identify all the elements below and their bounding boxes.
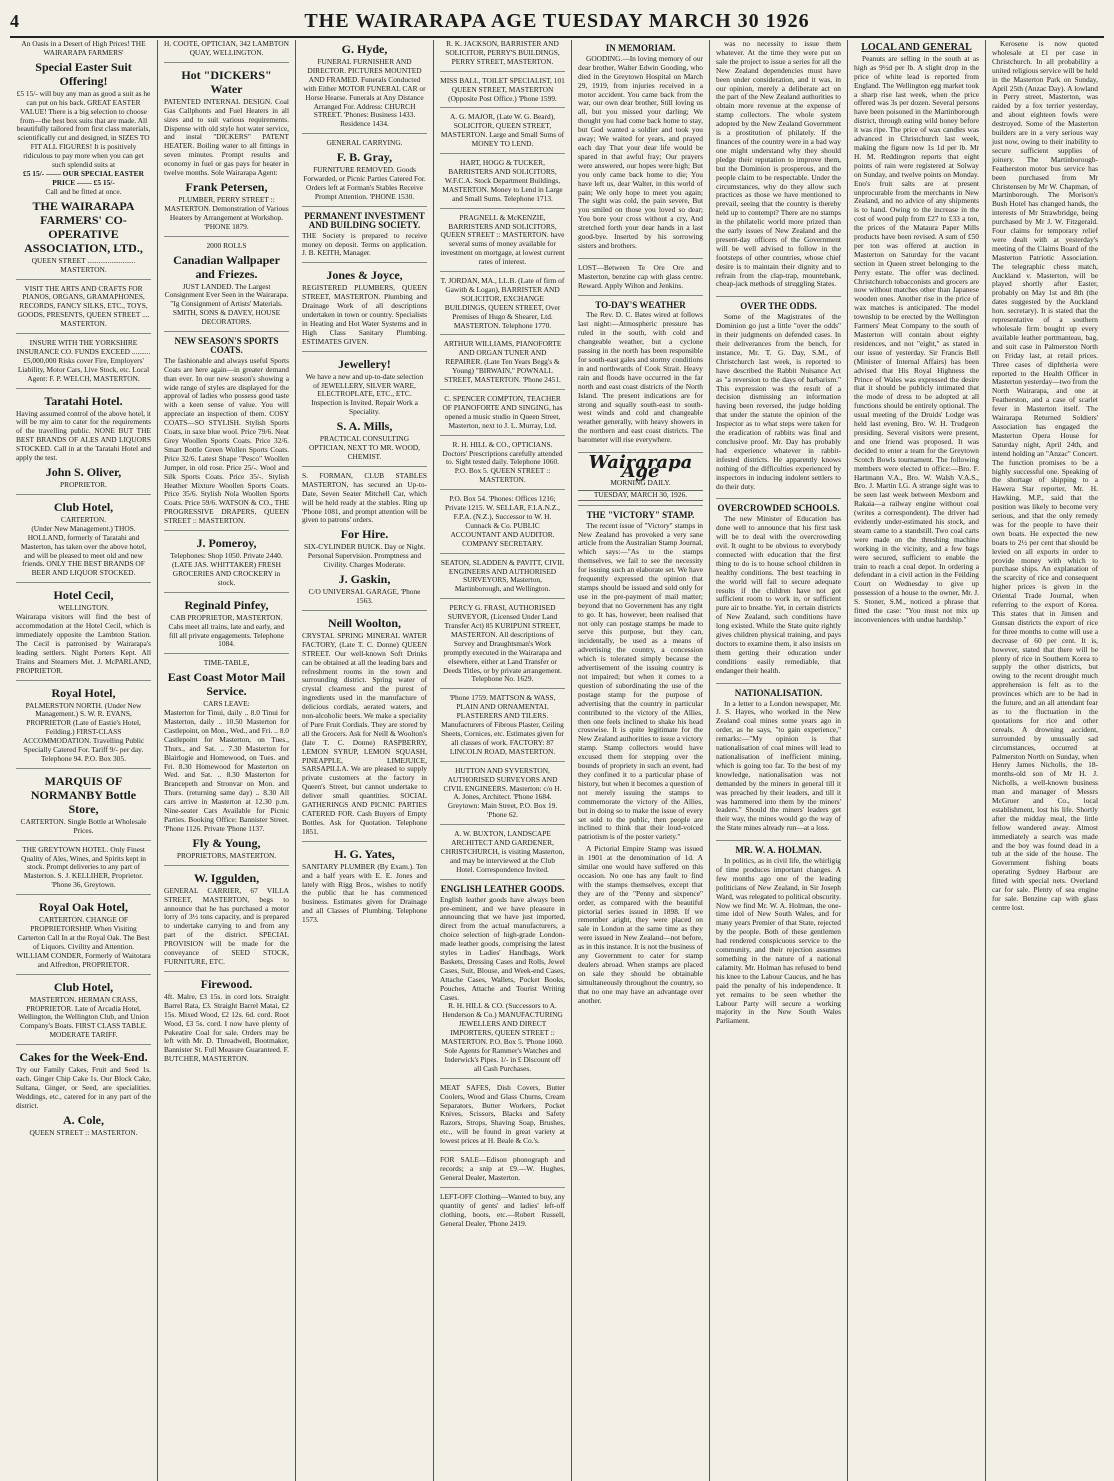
section-body-2: A Pictorial Empire Stamp was issued in 1901 at the denomination of 1d. A similar one would have suffered on this occasion. No one has any fault to find with the stamps themselves, except that they are of the "Penny and sixpence" order, as compared with the beautiful pictorial series issued in 1898. If we remember aright, they were placed on sale in London at the same time as they were issued in New Zealand—not before, as in this instance. It is not the business of any Government to cater for stamp dealers abroad. When stamps are placed on sale they should be obtainable simultaneously throughout the country, so that no one may have an advantage over another.	[578, 844, 703, 1005]
ad-title: Reginald Pinfey,	[184, 597, 269, 612]
ad-sub: CARS LEAVE:	[203, 699, 250, 709]
paper-name: Wairarapa Age	[588, 452, 693, 482]
ad-heading: GENERAL CARRYING.	[326, 138, 403, 148]
column-3	[296, 40, 434, 1481]
iggulden-ad	[164, 871, 289, 972]
column-8	[986, 40, 1104, 1481]
section-heading: OVER THE ODDS.	[740, 301, 817, 312]
ad-owner: A. Cole,	[63, 1112, 104, 1127]
ad-body: CAB PROPRIETOR, MASTERTON. Cabs meet all trains, late and early, and fill all private engagements. Telephone 1084.	[168, 612, 285, 649]
ad-body: Telephones: Shop 1050. Private 2440. (LATE JAS. WHITTAKER) FRESH GROCERIES AND CROCKERY in stock.	[170, 551, 283, 587]
ad-title: East Coast Motor Mail Service.	[167, 670, 286, 699]
local-and-general-continued	[992, 40, 1098, 920]
farmers-easter-ad	[16, 40, 151, 280]
ad-body: CARTERTON. CHANGE OF PROPRIETORSHIP. When Visiting Carterton Call In at the Royal Oak. The Best of Liquors. Civility and Attention. WILLIAM CONDER, Formerly of Waitotara and Alfredton, PROPRIETOR.	[16, 915, 151, 969]
jewellery-ad	[302, 357, 427, 467]
ad-title: MARQUIS OF NORMANBY Bottle Store,	[30, 773, 137, 816]
motor-mail-ad	[164, 659, 289, 865]
ad-body: JUST LANDED. The Largest Consignment Ever Seen in the Wairarapa. "Ig Consignment of Artists' Materials. SMITH, SONS & DAVEY, HOUSE DECORATORS.	[164, 281, 289, 327]
williams-ad: ARTHUR WILLIAMS, PIANOFORTE AND ORGAN TUNER AND REPAIRER. (Late Ten Years Begg's & Young) "BIRWAIN," POWNALL STREET, MASTERTON. 'Phone 2451.	[440, 340, 565, 390]
ad-heading: ENGLISH LEATHER GOODS.	[440, 883, 565, 894]
section-heading: TO-DAY'S WEATHER	[595, 299, 686, 310]
leather-goods-ad	[440, 885, 565, 1079]
ad-body: English leather goods have always been pre-eminent, and we have pleasure in announcing that we have just imported, direct from the actual manufacturers, a choice selection of high-grade London-made leather goods, comprising the latest styles in Ladies' Handbags, Work Baskets, Dressing Cases and Rolls, Jewel Cases, Suit, Blouse, and Week-end Cases, Attache Cases, Wallets, Pocket Books, Pouches, Attache and Tourist Writing Cases.	[440, 894, 565, 1002]
ad-intro: An Oasis in a Desert of High Prices! THE WAIRARAPA FARMERS'	[21, 40, 146, 57]
ad-address: QUEEN STREET :: MASTERTON.	[29, 1127, 138, 1137]
section-body: In a letter to a London newspaper, Mr. J. S. Hayes, who worked in the New Zealand coal mines some years ago in order, as he says, "to gain experience," remarks:—"My opinion is that nationalisation of coal mines will lead to nationalisation of inefficient mining, which is going too far. To the best of my knowledge, nationalisation was not demanded by the miners in general till it was preached by their leaders, and till it was hammered into them by the miners' leaders." Should the miners' leaders get their way, the mines would go the way of the State mines already run—at a loss.	[716, 698, 841, 833]
ad-title: Special Easter Suit Offering!	[35, 59, 132, 88]
hill-optician-ad: R. H. HILL & CO., OPTICIANS. Doctors' Prescriptions carefully attended to. Sight tested daily. Telephone 1060. P.O. Box 5. QUEEN STREET :: MASTERTON.	[440, 441, 565, 491]
meat-safes-ad: MEAT SAFES, Dish Covers, Butter Coolers, Wood and Glass Churns, Cream Separators, Butter Workers, Pocket Knives, Scissors, Blacks and Safety Razors, Strops, Shaving Soap, Brushes, etc., will be found in great variety at lowest prices at H. Beale & Co.'s.	[440, 1084, 565, 1151]
nationalisation	[716, 689, 841, 842]
overcrowded-schools	[716, 504, 841, 683]
local-and-general	[854, 44, 979, 632]
editorial-masthead	[578, 452, 703, 506]
ad-body: PATENTED INTERNAL DESIGN. Coal Gas Callphonts and Fuel Heaters in all sizes and to suit various requirements. Dispense with old style hot water service, and instal "DICKERS" PATENT HEATER. Boiling water to all fittings in seven minutes. Prompt results and economy in fuel or gas pays for heater in twelve months. Sole Wairarapa Agent:	[164, 96, 289, 178]
ad-body: FURNITURE REMOVED. Goods Forwarded, or Picnic Parties Catered For. Orders left at Forman's Stables Receive Prompt Attention. 'PHONE 1530.	[303, 165, 426, 201]
ad-firm: R. H. HILL & CO. (Successors to A. Henderson & Co.) MANUFACTURING JEWELLERS AND DIRECT IMPORTERS, QUEEN STREET :: MASTERTON. P.O. Box 5. 'Phone 1060. Sole Agents for Rammer's Watches and Inderwick's Pipes. 1/- in £ Discount off all Cash Purchases.	[441, 1001, 564, 1073]
club-hotel-carterton-ad	[16, 500, 151, 583]
royal-oak-hotel-ad	[16, 900, 151, 974]
ad-body: CRYSTAL SPRING MINERAL WATER FACTORY, (Late T. C. Donne) QUEEN STREET. Our well-known Soft Drinks can be obtained at all the leading bars and refreshment rooms in the town and surrounding district. Spring water of crystal clearness and the purest of ingredients used in the manufacture of delicious cordials, aerated waters, and non-alcoholic beers. We make a speciality of Pure Fruit Cordials. They are stored by all the Grocers. Ask for Neill & Woolton's (late T. C. Donne) RASPBERRY, LEMON SYRUP, LEMON SQUASH, PINEAPPLE, LIMEJUICE, SARSAPILLA. We are pleased to supply private customers at the factory in Queen's Street, but cannot undertake to deliver small quantities. SOCIAL GATHERINGS AND PICNIC PARTIES CATERED FOR. Cash Buyers of Empty Bottles. Ask for Quotation. Telephone 1851.	[302, 630, 427, 836]
section-body: Peanuts are selling in the south at as high as 9½d per lb. A slight drop in the price of white lead is reported from England. The Wellington egg market took a sharp rise last week, when the price offered was 3s per dozen. Several persons have been poisoned in the Martinborough district, through eating wild honey before it was ripe. The price of wax candles was advanced in Christchurch last week, making the figure now 1s 1d per lb. Mr H. M. Reddington reports that eight points of rain were registered at Solway on Sunday, and twelve points on Monday. Eno's fruit salts are at present unprocurable from the merchants in New Zealand, and no advice of any shipments is to hand. Owing to the increase in the cost of wood pulp from £27 to £33 a ton, the prices of the Mataura Paper Mills products have been revised. A sum of £50 per ton was offered at auction in Masterton on Saturday for the vacant section in Queen street belonging to the Perry estate. The offer was declined. Christchurch tobacconists and grocers are now without matches other than Japanese wooden ones. Another rise in the price of wax matches is anticipated. The model township to be erected by the Wellington Farmers' Meat Company to the south of Masterton will contain about eighty residences, and not "eight," as stated in our issue of yesterday. Sir Francis Bell (Minister of Internal Affairs) has been advised that His Royal Highness the Prince of Wales was expressed the desire that it should be publicly intimated that the mode of dress to be adopted at all functions should be entirely optional. The usual meeting of the Druids' Lodge was held last evening, Bro. W. H. Trudgeon presiding. Several visitors were present, and one friend was proposed. It was decided to enter a team for the Greytown Scotch Bowls tournament. The following members were elected to office:—Bro. F. Hartmann V.A., Bro. W. Walsh V.A.S., Bro. J. Martin I.G. A strange sight was to be seen last week between Mexborn and Rakaia—a railway engine without coal (writes a correspondent). The driver had evidently under-estimated his stock, and steam came to a standstill. Two coal carts were made on the threshing machine working in the vicinity, and a few bags were secured, sufficient to enable the train to reach a coal depot. In ordering a defendant in a civil action in the Feilding Court on Wednesday to give up possession of a house to the owner, Mr. J. S. Stoner, S.M., noticed a phrase that fitted the case: "You must not mix up inconveniences with undue hardship."	[854, 53, 979, 624]
seaton-ad: SEATON, SLADDEN & PAVITT, CIVIL ENGINEERS AND AUTHORISED SURVEYORS, Masterton, Martinborough, and Wellington.	[440, 559, 565, 600]
jones-joyce-ad	[302, 268, 427, 351]
hotel-cecil-ad	[16, 588, 151, 680]
pomeroy-ad	[164, 536, 289, 593]
ad-body: (Under New Management.) THOS. HOLLAND, formerly of Taratahi and Masterton, has taken over the above hotel, and will be pleased to meet old and new friends. ONLY THE BEST BRANDS OF BEER AND LIQUOR STOCKED.	[20, 523, 147, 578]
ad-place: WELLINGTON.	[58, 603, 109, 613]
ad-price: £5 15/- —— OUR SPECIAL EASTER PRICE —— £5 15/-	[23, 168, 144, 187]
yates-ad	[302, 847, 427, 929]
ad-body: Masterton for Tinui, daily .. 8.0 Tinui for Masterton, daily .. 10.50 Masterton for Castlepoint, on Mon., Wed., and Fri. .. 8.0 Castlepoint for Masterton, on Tues., Thurs., and Sat. .. 7.30 Masterton for Blairlogie and Homewood, on Tues. and Fri. 8.30 Homewood for Masterton on Wed. and Sat. .. 8.30 Masterton for Brancepeth and Stronvar on Mon. and Thurs. (returning same day) .. 8.30 All cars arrive in Masterton at 12.30 p.m. Nine-seater Cars Available for Picnic Parties. Booking Office: Bannister Street. 'Phone 1126. Private 'Phone 1137.	[164, 708, 289, 833]
sellar-ad: P.O. Box 54. 'Phones: Offices 1216; Private 1215. W. SELLAR, F.I.A.N.Z., F.P.A. (N.Z.), Successor to W. H. Cunnack & Co. PUBLIC ACCOUNTANT AND AUDITOR. COMPANY SECRETARY.	[440, 495, 565, 553]
masthead-title: THE WAIRARAPA AGE TUESDAY MARCH 30 1926	[304, 9, 810, 32]
gray-carrying-ad	[302, 139, 427, 207]
section-heading: THE "VICTORY" STAMP.	[586, 509, 695, 520]
ad-firm: THE WAIRARAPA FARMERS' CO-OPERATIVE ASSOCIATION, LTD.,	[24, 198, 143, 255]
hutton-ad: HUTTON AND SYVERSTON, AUTHORISED SURVEYORS AND CIVIL ENGINEERS. Masterton: c/o H. A. Jones, Architect. 'Phone 1684. Greytown: Main Street, P.O. Box 19. 'Phone 62.	[440, 767, 565, 825]
section-body: The new Minister of Education has done well to announce that his first task will be to deal with the overcrowding evil. It ought to be obvious to everybody connected with education that the first thing to do is to house school children in healthy conditions. The best teaching in the world will fail to secure adequate results if the children have not got sufficient room to work in, or sufficient pure air to breathe. Yet, in certain districts of New Zealand, such conditions have long existed. While the State quite rightly gives children physical training, and pays doctors to examine them, it also insists on them getting their education under conditions easily remediable, that endanger their health.	[716, 514, 841, 675]
ad-place: CARTERTON.	[60, 514, 107, 524]
ad-body: SANITARY PLUMBER (By Exam.). Ten and a half years with E. E. Jones and lately with Rigg Bros., wishes to notify the public that he has commenced business. Estimates given for Drainage and all Classes of Plumbing. Telephone 1573.	[302, 861, 427, 925]
ad-owner: S. A. Mills,	[336, 419, 393, 434]
ad-body: FUNERAL FURNISHER AND DIRECTOR. PICTURES MOUNTED AND FRAMED. Funerals Conducted with Either MOTOR FUNERAL CAR or Horse Hearse. Funerals at Any Distance Arranged For. Address: CHURCH STREET. 'Phones: Business 1433. Residence 1434.	[303, 57, 426, 129]
arts-crafts-ad: VISIT THE ARTS AND CRAFTS FOR PIANOS, ORGANS, GRAMAPHONES, RECORDS, FANCY SILKS, ETC., TOYS, GOODS, PRESENTS, QUEEN STREET .... MASTERTON.	[16, 285, 151, 335]
section-body: The recent issue of "Victory" stamps in New Zealand has provoked a very sane article from the Australian Stamp Journal, which says:—"As to the stamps themselves, we fail to see the necessity for issuing such an elaborate set. We have frequently expressed the opinion that stamps should be issued and sold only for use in the pre-payment of mail matter; beyond that no Government has any right to go. It has, however, been realised that not only can postage stamps be made to serve this purpose, but they can, incidentally, be used as a means of advertising the country, a concession which is tolerated simply because the advertisement of the issuing country is not impaired; but when it comes to a question of subordinating the use of the postage stamp for the purpose of advertising that the country in particular contributed to the victory of the Allies, then one feels inclined to shake his head crosswise. It is quite legitimate for the New Zealand authorities to issue a victory stamp. Stamp collectors would have excused them for stepping over the bounds of propriety in such an event, had they confined it to a particular phase of history, but when it becomes a question of not merely issuing the stamps to commemorate the victory of the Allies, but in doing so to make the issue of every set sold to the public, then people are inclined to think that their loud-voiced patriotism is of the poster variety."	[578, 520, 703, 842]
coote-optician-ad: H. COOTE, OPTICIAN, 342 LAMBTON QUAY, WELLINGTON.	[164, 40, 289, 63]
frasi-ad: PERCY G. FRASI, AUTHORISED SURVEYOR, (Licensed Under Land Transfer Act) 85 KURIPUNI STREET, MASTERTON. All descriptions of Survey and Draughtsman's Work promptly executed in the Wairarapa and elsewhere, either at Land Transfer or Deeds Titles, or by private arrangement. Telephone No. 1629.	[440, 604, 565, 689]
dickers-heater-ad	[164, 68, 289, 237]
ad-owner: Frank Petersen,	[185, 179, 268, 194]
ad-body: Try our Family Cakes, Fruit and Seed 1s. each. Ginger Chip Cake 1s. Our Block Cake, Sultana, Ginger, or Seed, are specialities. Weddings, etc., catered for in any part of the district.	[16, 1065, 151, 1110]
ad-body: SIX-CYLINDER BUICK. Day or Night. Personal Supervision. Promptness and Civility. Charges Moderate.	[303, 542, 426, 570]
section-body: In politics, as in civil life, the whirligig of time produces important changes. A few months ago one of the leading politicians of New Zealand, in Sir Joseph Ward, was relegated to political obscurity. Now we find Mr. W. A. Holman, the one-time idol of New South Wales, and for many years Premier of that State, rejected by the people. Both of these gentlemen had rendered conspicuous service to the community, and their rejection assumes something in the nature of a national calamity. Mr. Holman has refused to bend his knee to the Labour Caucus, and he has paid the penalty of his independence. It yet remains to be seen whether the Labour Party will secure a working majority in the New South Wales Parliament.	[716, 856, 841, 1026]
for-sale-ad: FOR SALE—Edison phonograph and records; a snip at £9.—W. Hughes, General Dealer, Masterton.	[440, 1156, 565, 1188]
ad-body: REGISTERED PLUMBERS, QUEEN STREET, MASTERTON. Plumbing and Drainage Work of all descriptions undertaken in town or country. Specialists in Heating and Hot Water Systems and in High Class Sanitary Plumbing. ESTIMATES GIVEN.	[302, 283, 427, 346]
ad-role: PROPRIETORS, MASTERTON.	[176, 850, 277, 860]
ad-title: J. Pomeroy,	[196, 536, 257, 551]
victory-stamp-article	[578, 511, 703, 1013]
buxton-ad: A. W. BUXTON, LANDSCAPE ARCHITECT AND GARDENER, CHRISTCHURCH, is visiting Masterton, and may be interviewed at the Club Hotel. Correspondence Invited.	[440, 830, 565, 880]
section-body: Kerosene is now quoted wholesale at £1 per case in Christchurch. In all probability a united religious service will be held in the Masterton Park on Sunday, April 25th (Anzac Day). A lowland in Perry street, Masterton, was raided by a fox terrier yesterday, and about eighteen fowls were destroyed. Some of the Masterton builders are in a very serious way just now, owing to their inability to secure sufficient supplies of joinery. The Martinborough-Featherston motor bus service has been purchased from Mr Christensen by Mr W. Chapman, of Martinborough. The Morison's Bush Hotel has changed hands, the interests of Mr Strawbridge, being purchased by Mr J. W. Fitzgerald. Four claims for temporary relief were dealt with at yesterday's meeting of the Claims Board of the Masterton Patriotic Association. The telegraphic chess match, Auckland v. Masterton, will be played shortly after Easter, probably on May 1st and 8th (the dates suggested by the Auckland hon. secretary). It is stated that the representative of a southern wholesale firm bought up every available leather portmanteau, bag, and suit case in Palmerston North on Friday last, at retail prices. Three cases of diphtheria were reported to the Health Officer in Masterton yesterday—two from the North Wairarapa, and one at Featherston, and a case of scarlet fever in Masterton itself. The Wairarapa Returned Soldiers' Association has engaged the Masterton Opera House for Saturday night, April 24th, and intend holding an "Anzac" Concert. The function promises to be a highly successful one. Speaking of the shortage of shipping to a Hawera Star reporter, Mr. H. Hawking, M.P., said that the position was likely to become very serious, and that the only remedy was for the people to have their own boats. He expected the new boats to 2½ per cent that should be levied on all exports in order to provide money with which to purchase ships. An explanation of the scarcity of rice and consequent higher prices is given in the Oriental Trade Journal, when referring to the export of Korea. This states that in Jimsen and Gunsan districts the export of rice for three months to come will use a decrease of 60 per cent. It is, however, stated that there will be plenty of rice in Southern Korea to supply the other districts, but owing to the recent drought much apprehension is felt as to the provinces which are to be had in the future, and an all attendant fear as to the fluctuation in the quotations for rice and other cereals. A drowning accident, surrounded by unusually sad circumstances, occurred at Palmerston North on Sunday, when Henry James Nicholls, the 18-months-old son of Mr H. J. Nicholls, a well-known business man and manager of Messrs McGruer and Co., local establishment, lost his life. Shortly after the midday meal, the little fellow wandered away. Almost immediately a search was made and the boy was found dead in a tub at the side of the house. The Government fishing boats operating Sydney Harbour are fitted with special nets. Overland car for sale. Plenty of sea engine for sale. Benzine cap with glass centre lost.	[992, 40, 1098, 912]
ball-ad: MISS BALL, TOILET SPECIALIST, 101 QUEEN STREET, MASTERTON (Opposite Post Office.) 'Phone 1599.	[440, 77, 565, 109]
stamp-article-continued	[716, 40, 841, 297]
ad-title: Canadian Wallpaper and Friezes.	[173, 252, 280, 281]
bottle-store-ad	[16, 774, 151, 841]
section-body: The Rev. D. C. Bates wired at follows last night:—Atmospheric pressure has ruled in the south, with cold and changeable weather, but a cyclone passing in the north has been responsible for south-east gales and stormy conditions in and northwards of Cook Strait. Heavy rain and floods have occurred in the far north and east coast districts of the North Island. The present indications are for strong and squally south-east to south-west winds and cold and changeable weather generally, with heavy showers in the northern and east coast districts. The barometer will rise everywhere.	[578, 310, 704, 445]
page-number: 4	[10, 10, 19, 31]
ad-title: F. B. Gray,	[336, 150, 393, 165]
ad-title: Jewellery!	[338, 356, 391, 371]
jordan-ad: T. JORDAN, MA., LL.B. (Late of firm of Gawith & Logan), BARRISTER AND SOLICITOR, EXCHANGE BUILDINGS, QUEEN STREET, Over Premises of Hugo & Shearer, Ltd. MASTERTON. Telephone 1770.	[440, 277, 565, 335]
ad-address: PLUMBER, PERRY STREET :: MASTERTON. Demonstration of Various Heaters by Arrangement at Workshop. 'PHONE 1879.	[164, 194, 289, 231]
ad-body: PALMERSTON NORTH. (Under New Management.) S. W. R. EVANS, PROPRIETOR (Late of Eastie's Hotel, Feilding.) FIRST-CLASS ACCOMMODATION. Travelling Public Specially Catered For. Tariff 9/- per day. Telephone 94. P.O. Box 305.	[22, 700, 145, 763]
section-heading: OVERCROWDED SCHOOLS.	[717, 503, 840, 514]
ad-owner: J. Gaskin,	[338, 572, 391, 587]
weather-section	[578, 301, 703, 454]
greytown-hotel-ad: THE GREYTOWN HOTEL. Only Finest Quality of Ales, Wines, and Spirits kept in stock. Prompt deliveries to any part of Masterton. S. J. KELLIHER, Proprietor. 'Phone 36, Greytown.	[16, 846, 151, 896]
ad-title: Club Hotel,	[53, 499, 114, 514]
major-ad: A. G. MAJOR, (Late W. G. Beard), SOLICITOR, QUEEN STREET, MASTERTON. Large and Small Sums of MONEY TO LEND.	[440, 113, 565, 154]
columns	[10, 40, 1104, 1481]
section-heading: MR. W. A. HOLMAN.	[735, 845, 822, 856]
sports-coats-ad	[164, 337, 289, 531]
ad-body: We have a new and up-to-date selection of JEWELLERY, SILVER WARE, ELECTROPLATE, ETC., ETC. Inspection is Invited. Repair Work a Speciality.	[305, 371, 424, 417]
ad-role: PROPRIETOR.	[60, 480, 107, 489]
section-body: was no necessity to issue them whatever. At the time they were put on sale the project to issue a series for all the New Zealand dependencies must have been under consideration, and it was, in our opinion, merely a deliberate act on the part of the New Zealand authorities to obtain more revenue at the expense of stamp collectors. The whole system adopted by the New Zealand Government is a prostitution of philately. If the finances of the country were in a bad way one might understand why they should pledge their reputation to improve them, but the Dominion is prosperous, and the people claim to be respectable. Under the circumstances, why do they allow such practices as those we have mentioned to prevail, seeing that the country is thereby held up to contempt? There are no stamps in the philatelic world more prized than the early issues of New Zealand and the present-day officers of the Government will be well advised to follow in the footsteps of other countries, whose chief desire is to maintain their dignity and to refrain from the clap-trap, mountebank, cheap-jack methods of struggling States.	[716, 40, 841, 289]
insurance-ad: INSURE WITH THE YORKSHIRE INSURANCE CO. FUNDS EXCEED .......... £5,000,000 Risks cover Fire, Employers' Liability, Motor Cars, Live Stock, etc. Local Agent: F. P. WELCH, MASTERTON.	[16, 339, 151, 389]
column-5	[572, 40, 710, 1481]
royal-hotel-ad	[16, 686, 151, 769]
ad-title: Firewood.	[200, 976, 253, 991]
compton-ad: C. SPENCER COMPTON, TEACHER OF PIANOFORTE AND SINGING, has opened a music studio in Queen Street, Masterton, next to J. L. Murray, Ltd.	[440, 395, 565, 436]
ad-heading: NEW SEASON'S SPORTS COATS.	[174, 336, 279, 355]
ad-title: H. G. Yates,	[334, 846, 395, 861]
ad-title: Cakes for the Week-End.	[19, 1050, 148, 1065]
in-memoriam	[578, 44, 703, 259]
column-2	[158, 40, 296, 1481]
wallpaper-ad	[164, 242, 289, 332]
over-the-odds	[716, 302, 841, 499]
building-society-ad	[302, 212, 427, 264]
pragnell-mckenzie-ad: PRAGNELL & McKENZIE, BARRISTERS AND SOLICITORS, QUEEN STREET :: MASTERTON. have several sums of money available for investment on mortgage, at lowest current rates of interest.	[440, 214, 565, 272]
cakes-ad	[16, 1050, 151, 1141]
ad-intro: S. FORMAN, CLUB STABLES MASTERTON, has secured an Up-to-Date, Seven Seater Mitchell Car, which will be held ready at the stables. Ring up 'Phone 1081, and prompt attention will be given to patrons' orders.	[302, 470, 427, 525]
ad-count: 2000 ROLLS	[206, 240, 247, 250]
hart-hogg-tucker-ad: HART, HOGG & TUCKER, BARRISTERS AND SOLICITORS, W.F.C.A. Stock Department Buildings, MASTERTON. Money to Lend in Large and Small Sums. Telephone 1713.	[440, 159, 565, 209]
woolton-ad	[302, 616, 427, 842]
club-hotel-masterton-ad	[16, 980, 151, 1046]
taratahi-hotel-ad	[16, 394, 151, 495]
mattson-wass-ad: 'Phone 1759. MATTSON & WASS, PLAIN AND ORNAMENTAL PLASTERERS AND TILERS. Manufacturers of Fibrous Plaster, Ceiling Sheets, Cornices, etc. Estimates given for all classes of work. FACTORY: 87 LINCOLN ROAD, MASTERTON.	[440, 694, 565, 761]
column-4	[434, 40, 572, 1481]
ad-title: Taratahi Hotel.	[44, 393, 123, 408]
lost-notice: LOST—Between Te Ore Ore and Masterton, benzine cap with glass centre. Reward. Apply Wilton and Jenkins.	[578, 264, 703, 296]
ad-owner: John S. Oliver,	[45, 465, 122, 479]
ad-role: PRACTICAL CONSULTING OPTICIAN, NEXT TO MR. WOOD, CHEMIST.	[309, 434, 420, 461]
ad-body: THE Society is prepared to receive money on deposit. Terms on application. J. B. KEITH, Manager.	[302, 230, 427, 258]
column-7	[848, 40, 986, 1481]
ad-title: Neill Woolton,	[327, 615, 402, 630]
jackson-ad: R. K. JACKSON, BARRISTER AND SOLICITOR, PERRY'S BUILDINGS, PERRY STREET, MASTERTON.	[440, 40, 565, 72]
ad-title: Club Hotel,	[53, 979, 114, 994]
section-body: Some of the Magistrates of the Dominion go just a little "over the odds" in their judgments on defended cases. In their deliverances from the bench, for instance, Mr. T. G. Day, S.M., of Christchurch last week, is reported to have described the Rabbit Nuisance Act as "a reversion to the days of barbarism." This expression was the result of a decision dismissing an information having been reversed, the judge holding that under the statute the opinion of the Inspector as to what steps were taken for the eradication of rabbits was final and conclusive proof. Mr. Day has probably had experience whatever in rabbit-infested districts. He apparently knows nothing of the difficulties experienced by inspectors in inducing indolent settlers to do their duty.	[716, 312, 841, 491]
ad-body: Wairarapa visitors will find the best of accommodation at the Hotel Cecil, which is immediately opposite the Lambton Station. The Cecil is patronised by Wairarapa's leading settlers. Night Porters Kept. All Trains and Steamers Met. J. McPARLAND, PROPRIETOR.	[16, 612, 151, 675]
ad-title: Hotel Cecil,	[53, 588, 114, 603]
ad-heading: TIME-TABLE,	[203, 658, 250, 668]
paper-subtitle: MORNING DAILY.	[610, 477, 671, 487]
ad-title: Royal Hotel,	[51, 685, 116, 700]
firewood-ad	[164, 977, 289, 1068]
ad-title: Jones & Joyce,	[326, 268, 403, 283]
ad-heading: PERMANENT INVESTMENT AND BUILDING SOCIETY.	[304, 210, 425, 230]
ad-body: CARTERTON. Single Bottle at Wholesale Prices.	[20, 816, 147, 835]
column-6	[710, 40, 848, 1481]
ad-title: Hot "DICKERS" Water	[181, 67, 272, 96]
for-hire-ad	[302, 472, 427, 611]
ad-body: The fashionable and always useful Sports Coats are here again—in greater demand than ever. In our new season's showing a wide range of styles are displayed for the approval of ladies who possess good taste with a keen sense of value. You will appreciate an inspection of them. COSY COATS—SO STYLISH. Stylish Sports Coats, in saxe blue wool. Price 79/6. Neat Grey Woollen Sports Coats. Price 32/6. Smart Bottle Green Wollen Sports Coats. Price 32/6. Latest Shape "Pesco" Woollen Jumper, in old rose. Price 25/-. Wool and Silk Sports Coats. Price 35/-. Stylish Heather Mixture Woollen Sports Coats. Price 35/6. Stylish Nola Woollen Sports Coats. Price 59/6. WATSON & CO., THE PROGRESSIVE DRAPERS, QUEEN STREET :: MASTERTON.	[164, 355, 289, 526]
holman-article	[716, 846, 841, 1033]
ad-body: £5 15/- will buy any man as good a suit as he can put on his back. GREAT EASTER VALUE! There is a big selection to choose from—the best box suits that are made. All beautifully tailored from first class materials, scientifically cut and designed, in SIZES TO FIT ALL FIGURES! It is positively ridiculous to pay more when you can get such splendid suits at	[16, 88, 151, 170]
ad-owner: Fly & Young,	[192, 835, 261, 850]
section-heading: NATIONALISATION.	[734, 687, 823, 698]
ad-body: Having assumed control of the above hotel, it will be my aim to cater for the requirements of the travelling public. NONE BUT THE BEST BRANDS OF ALES AND LIQUORS STOCKED. Call in at the Taratahi Hotel and apply the test.	[16, 408, 151, 463]
hyde-funeral-ad	[302, 42, 427, 134]
paper-date: TUESDAY, MARCH 30, 1926.	[578, 490, 703, 501]
ad-body: MASTERTON. HERMAN CRASS, PROPRIETOR. Late of Arcadia Hotel, Wellington, the Wellington Club, and Union Company's Boats. FIRST CLASS TABLE. MODERATE TARIFF.	[18, 994, 149, 1040]
section-body: GOODING.—In loving memory of our dear brother, Walter Edwin Gooding, who died in the Greytown Hospital on March 29, 1919, from injuries received in a motor accident. You came back from the war, our own dear brother, Still loving us all, but you missed your darling; We thought you had come back home to stay, but God wanted a soldier and took you away; We waited for years, and prayed each day That your dear life would be spared in that awful fray; Our prayers were answered, our hopes were high; But you only came back home to die; You have left us, dear Walter, in this world of pain; We only hope to meet you again; The sight was cold, the pain severe, But you smiled on those you loved so dear; You bore your cross without a cry, And stretched forth your dear hands in a last good-bye. Inserted by his sorrowing sisters and brothers.	[578, 53, 703, 250]
ad-address: QUEEN STREET .......................... MASTERTON.	[31, 255, 136, 274]
pinfey-ad	[164, 598, 289, 655]
ad-title: Royal Oak Hotel,	[39, 900, 128, 915]
left-off-clothing-ad: LEFT-OFF Clothing—Wanted to buy, any quantity of gents' and ladies' left-off clothing, boots, etc.—Robert Russell, General Dealer, 'Phone 2419.	[440, 1191, 565, 1228]
ad-body: GENERAL CARRIER, 67 VILLA STREET, MASTERTON, begs to announce that he has purchased a motor lorry of 3½ tons capacity, and is prepared to undertake carrying to and from any part of the district. SPECIAL PROVISION will be made for the conveyance of SEED STOCK, FURNITURE, ETC.	[164, 885, 289, 966]
section-heading: IN MEMORIAM.	[605, 43, 676, 53]
column-1	[10, 40, 158, 1481]
ad-call: Call and be fitted at once.	[45, 186, 122, 196]
ad-title: G. Hyde,	[341, 42, 388, 56]
section-heading: LOCAL AND GENERAL	[861, 42, 972, 53]
ad-title: W. Iggulden,	[193, 870, 260, 885]
ad-address: C/O UNIVERSAL GARAGE, 'Phone 1563.	[308, 587, 421, 605]
masthead	[10, 6, 1104, 38]
ad-title: For Hire.	[340, 527, 389, 542]
ad-body: 4ft. Malre, £3 15s. in cord lots. Straight Barrel Rata, £3. Straight Barrel Matai, £2 15s. Mixed Wood, £2 12s. 6d. cord. Root Wood, £3 5s. cord. I now have plenty of Pukeatire Coal for sale. Orders may be left with Mr. D. Threadwell, Bootmaker, Bannister St. Full Measure Guaranteed. F. BUTCHER, MASTERTON.	[164, 991, 289, 1064]
